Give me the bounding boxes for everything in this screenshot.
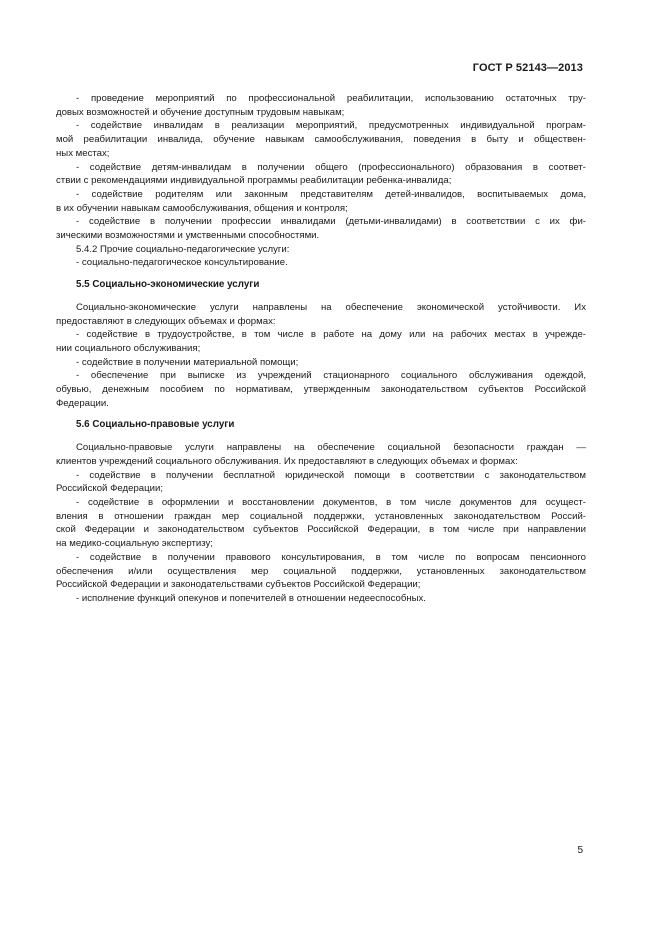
paragraph bbox=[56, 215, 586, 242]
text-line: 5.4.2 Прочие социально-педагогические услуги: bbox=[76, 243, 290, 255]
text-line: ных местах; bbox=[56, 147, 110, 159]
paragraph bbox=[56, 256, 586, 270]
text-line: Российской Федерации и законодательствами субъектов Российской Федерации; bbox=[56, 579, 421, 591]
text-line: - исполнение функций опекунов и попечителей в отношении недееспособных. bbox=[76, 592, 426, 604]
paragraph bbox=[56, 441, 586, 468]
text-line: Российской Федерации; bbox=[56, 483, 163, 495]
text-line: мой реабилитации инвалида, обучение навыкам самообслуживания, поведения в быту и обществен- bbox=[56, 134, 586, 146]
paragraph bbox=[56, 328, 586, 355]
document-body bbox=[56, 92, 586, 606]
text-line: - содействие в получении профессии инвалидами (детьми-инвалидами) в соответствии с их фи- bbox=[76, 216, 586, 228]
paragraph bbox=[56, 119, 586, 160]
page-number: 5 bbox=[577, 845, 583, 856]
text-line: - содействие родителям или законным представителям детей-инвалидов, воспитываемых дома, bbox=[76, 188, 586, 200]
text-line: - содействие в получении материальной помощи; bbox=[76, 356, 299, 368]
text-line: Социально-правовые услуги направлены на обеспечение социальной безопасности граждан — bbox=[76, 442, 586, 454]
text-line: ской Федерации и законодательством субъектов Российской Федерации, в том числе при направлении bbox=[56, 524, 586, 536]
paragraph bbox=[56, 92, 586, 119]
text-line: довых возможностей и обучение доступным трудовым навыкам; bbox=[56, 106, 345, 118]
section-heading-5-5: 5.5 Социально-экономические услуги bbox=[76, 279, 260, 291]
text-line: вления в отношении граждан мер социальной поддержки, установленных законодательством Россий- bbox=[56, 510, 586, 522]
text-line: обеспечения и/или осуществления мер социальной поддержки, установленных законодательством bbox=[56, 565, 586, 577]
paragraph bbox=[56, 356, 586, 370]
page-header: ГОСТ Р 52143—2013 bbox=[472, 62, 583, 74]
text-line: - содействие в оформлении и восстановлении документов, в том числе документов для осущест- bbox=[76, 496, 586, 508]
section-heading-5-6: 5.6 Социально-правовые услуги bbox=[76, 419, 235, 431]
paragraph bbox=[56, 188, 586, 215]
paragraph bbox=[56, 301, 586, 328]
paragraph bbox=[56, 369, 586, 410]
paragraph bbox=[56, 551, 586, 592]
text-line: предоставляют в следующих объемах и формах: bbox=[56, 315, 276, 327]
text-line: ствии с рекомендациями индивидуальной программы реабилитации ребенка-инвалида; bbox=[56, 175, 452, 187]
subsection-title bbox=[56, 243, 586, 257]
text-line: - социально-педагогическое консультирование. bbox=[76, 257, 288, 269]
paragraph bbox=[56, 161, 586, 188]
text-line: - содействие в трудоустройстве, в том числе в работе на дому или на рабочих местах в учрежде- bbox=[76, 329, 586, 341]
text-line: нии социального обслуживания; bbox=[56, 342, 201, 354]
text-line: клиентов учреждений социального обслуживания. Их предоставляют в следующих объемах и формах: bbox=[56, 455, 518, 467]
text-line: - проведение мероприятий по профессиональной реабилитации, использованию остаточных тру- bbox=[76, 93, 586, 104]
text-line: - содействие детям-инвалидам в получении общего (профессионального) образования в соответ- bbox=[76, 161, 586, 173]
text-line: на медико-социальную экспертизу; bbox=[56, 538, 213, 550]
text-line: - содействие инвалидам в реализации мероприятий, предусмотренных индивидуальной програм- bbox=[76, 120, 586, 132]
text-line: Социально-экономические услуги направлены на обеспечение экономической устойчивости. Их bbox=[76, 301, 586, 313]
text-line: зическими возможностями и умственными способностями. bbox=[56, 230, 320, 242]
paragraph bbox=[56, 496, 586, 551]
text-line: - содействие в получении правового консультирования, в том числе по вопросам пенсионного bbox=[76, 551, 586, 563]
text-line: Федерации. bbox=[56, 397, 109, 409]
text-line: - обеспечение при выписке из учреждений стационарного социального обслуживания одеждой, bbox=[76, 370, 586, 382]
text-line: в их обучении навыкам самообслуживания, общения и контроля; bbox=[56, 202, 348, 214]
text-line: обувью, денежным пособием по нормативам, утвержденным законодательством субъектов Российской bbox=[56, 384, 586, 396]
paragraph bbox=[56, 592, 586, 606]
paragraph bbox=[56, 469, 586, 496]
text-line: - содействие в получении бесплатной юридической помощи в соответствии с законодательством bbox=[76, 469, 586, 481]
